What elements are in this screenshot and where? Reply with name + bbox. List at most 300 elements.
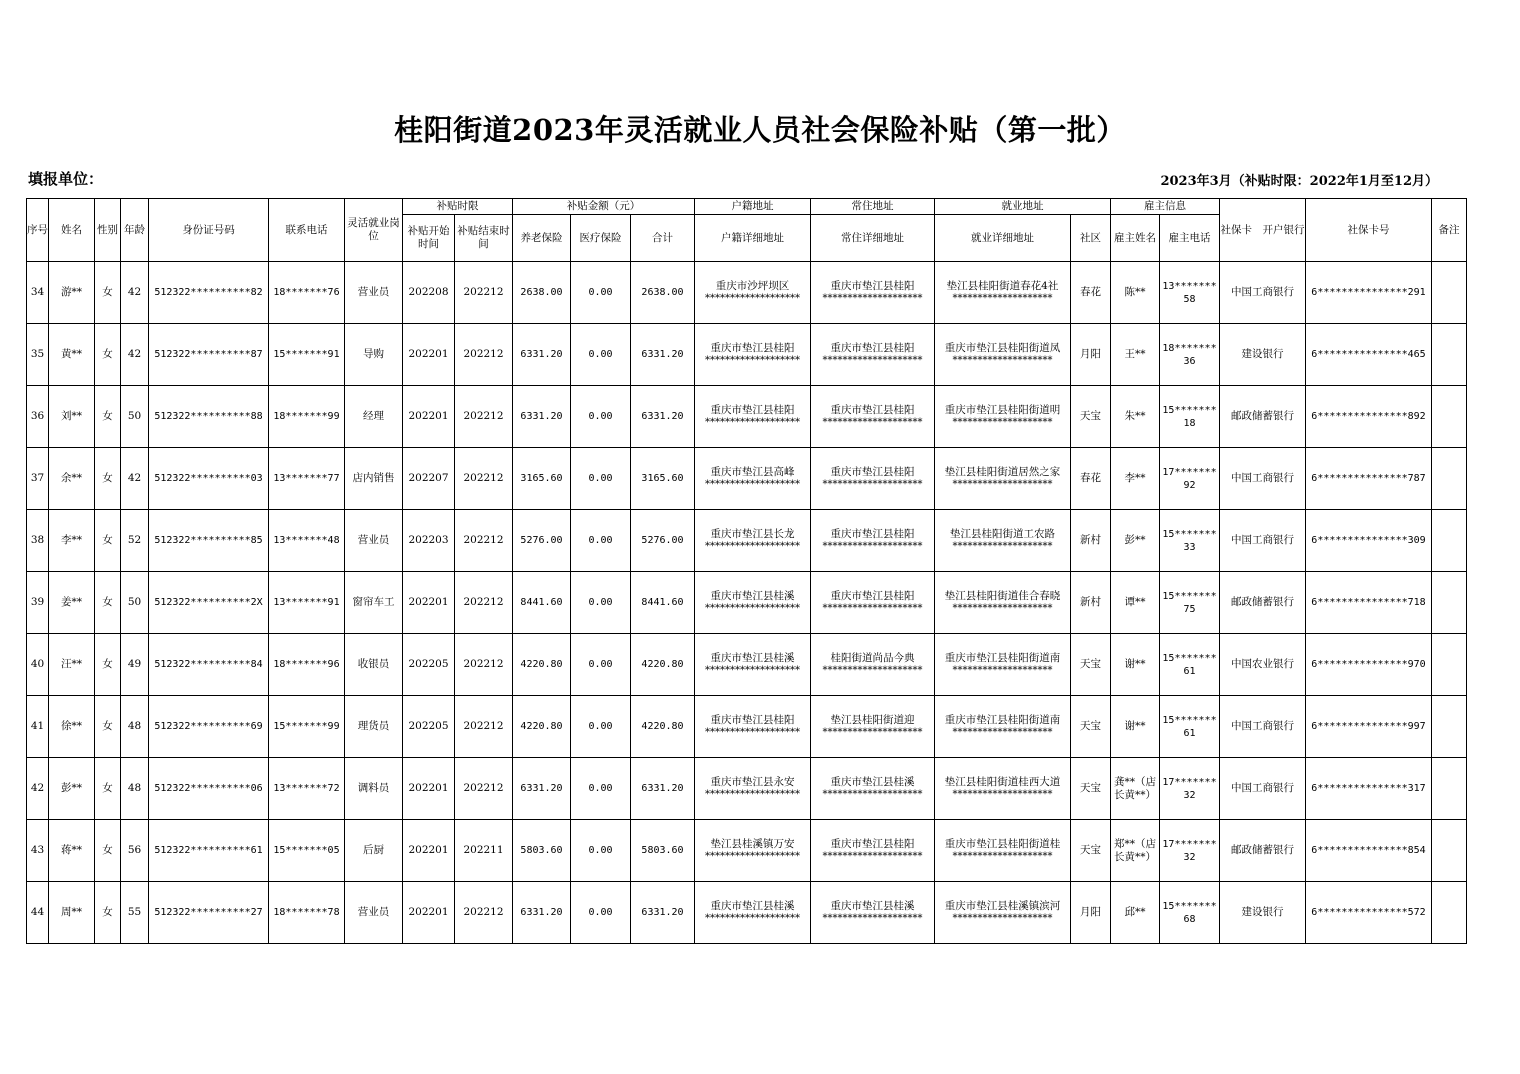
cell-residence-masked: ******************** bbox=[822, 293, 923, 304]
cell-residence bbox=[811, 882, 935, 944]
header-card: 社保卡号 bbox=[1306, 199, 1432, 262]
cell-start: 202205 bbox=[403, 634, 455, 696]
cell-work-masked: ******************** bbox=[952, 479, 1053, 490]
cell-work-text: 重庆市垫江县桂溪镇滨河 bbox=[944, 900, 1061, 912]
cell-bank: 中国工商银行 bbox=[1220, 262, 1306, 324]
date-note: 2023年3月（补贴时限：2022年1月至12月） bbox=[1160, 174, 1438, 189]
cell-community: 新村 bbox=[1071, 510, 1111, 572]
cell-pension: 6331.20 bbox=[513, 324, 571, 386]
cell-hukou bbox=[695, 510, 811, 572]
cell-hukou-text: 重庆市垫江县桂溪 bbox=[710, 590, 795, 602]
cell-hukou-masked: ******************* bbox=[705, 789, 800, 800]
cell-phone: 18*******76 bbox=[269, 262, 345, 324]
cell-employer-name: 邱** bbox=[1111, 882, 1160, 944]
cell-end: 202212 bbox=[455, 882, 513, 944]
cell-employer-name: 陈** bbox=[1111, 262, 1160, 324]
cell-phone: 13*******77 bbox=[269, 448, 345, 510]
cell-gender: 女 bbox=[95, 324, 121, 386]
cell-remark bbox=[1432, 696, 1467, 758]
cell-community: 春花 bbox=[1071, 262, 1111, 324]
cell-hukou-text: 重庆市垫江县桂溪 bbox=[710, 900, 795, 912]
cell-hukou-masked: ******************* bbox=[705, 479, 800, 490]
cell-gender: 女 bbox=[95, 510, 121, 572]
header-phone: 联系电话 bbox=[269, 199, 345, 262]
cell-start: 202201 bbox=[403, 758, 455, 820]
cell-seq: 35 bbox=[27, 324, 49, 386]
cell-pension: 4220.80 bbox=[513, 696, 571, 758]
cell-medical: 0.00 bbox=[571, 882, 631, 944]
cell-residence bbox=[811, 510, 935, 572]
cell-residence-text: 重庆市垫江县桂溪 bbox=[830, 776, 915, 788]
cell-end: 202212 bbox=[455, 448, 513, 510]
cell-medical: 0.00 bbox=[571, 758, 631, 820]
cell-residence-masked: ******************** bbox=[822, 541, 923, 552]
cell-start: 202203 bbox=[403, 510, 455, 572]
cell-employer-phone: 13*******58 bbox=[1160, 262, 1220, 324]
cell-id: 512322**********06 bbox=[149, 758, 269, 820]
cell-seq: 41 bbox=[27, 696, 49, 758]
cell-work-masked: ******************** bbox=[952, 603, 1053, 614]
cell-remark bbox=[1432, 634, 1467, 696]
cell-hukou-text: 重庆市垫江县桂阳 bbox=[710, 404, 795, 416]
cell-hukou-text: 重庆市垫江县高峰 bbox=[710, 466, 795, 478]
cell-end: 202212 bbox=[455, 324, 513, 386]
cell-work-masked: ******************** bbox=[952, 851, 1053, 862]
cell-gender: 女 bbox=[95, 758, 121, 820]
cell-name: 黄** bbox=[49, 324, 95, 386]
cell-employer-name: 谢** bbox=[1111, 634, 1160, 696]
cell-work bbox=[935, 262, 1071, 324]
cell-hukou bbox=[695, 758, 811, 820]
cell-phone: 18*******78 bbox=[269, 882, 345, 944]
cell-total: 6331.20 bbox=[631, 386, 695, 448]
cell-id: 512322**********03 bbox=[149, 448, 269, 510]
cell-residence bbox=[811, 448, 935, 510]
cell-card: 6***************718 bbox=[1306, 572, 1432, 634]
cell-pension: 2638.00 bbox=[513, 262, 571, 324]
cell-employer-phone: 15*******61 bbox=[1160, 634, 1220, 696]
cell-residence-text: 垫江县桂阳街道迎 bbox=[830, 714, 915, 726]
cell-age: 42 bbox=[121, 262, 149, 324]
cell-bank: 邮政储蓄银行 bbox=[1220, 820, 1306, 882]
header-seq: 序号 bbox=[27, 199, 49, 262]
cell-residence bbox=[811, 324, 935, 386]
cell-work bbox=[935, 324, 1071, 386]
cell-age: 49 bbox=[121, 634, 149, 696]
cell-total: 8441.60 bbox=[631, 572, 695, 634]
fill-unit-label: 填报单位： bbox=[28, 170, 104, 188]
cell-hukou bbox=[695, 572, 811, 634]
header-employer-phone: 雇主电话 bbox=[1160, 215, 1220, 262]
cell-id: 512322**********27 bbox=[149, 882, 269, 944]
header-amount: 补贴金额（元） bbox=[513, 199, 695, 215]
cell-name: 汪** bbox=[49, 634, 95, 696]
cell-id: 512322**********88 bbox=[149, 386, 269, 448]
cell-hukou-text: 垫江县桂溪镇万安 bbox=[710, 838, 795, 850]
cell-post: 店内销售 bbox=[345, 448, 403, 510]
cell-total: 3165.60 bbox=[631, 448, 695, 510]
header-remark: 备注 bbox=[1432, 199, 1467, 262]
cell-community: 天宝 bbox=[1071, 634, 1111, 696]
cell-medical: 0.00 bbox=[571, 510, 631, 572]
cell-work bbox=[935, 634, 1071, 696]
cell-total: 6331.20 bbox=[631, 758, 695, 820]
cell-employer-phone: 15*******75 bbox=[1160, 572, 1220, 634]
cell-age: 48 bbox=[121, 758, 149, 820]
cell-employer-phone: 15*******33 bbox=[1160, 510, 1220, 572]
cell-bank: 建设银行 bbox=[1220, 882, 1306, 944]
cell-residence-masked: ******************** bbox=[822, 727, 923, 738]
cell-start: 202201 bbox=[403, 386, 455, 448]
cell-id: 512322**********2X bbox=[149, 572, 269, 634]
cell-community: 天宝 bbox=[1071, 386, 1111, 448]
cell-work-masked: ******************** bbox=[952, 665, 1053, 676]
header-age: 年龄 bbox=[121, 199, 149, 262]
cell-seq: 37 bbox=[27, 448, 49, 510]
cell-id: 512322**********61 bbox=[149, 820, 269, 882]
cell-work-text: 垫江县桂阳街道居然之家 bbox=[944, 466, 1061, 478]
header-work-detail: 就业详细地址 bbox=[935, 215, 1071, 262]
cell-post: 营业员 bbox=[345, 510, 403, 572]
cell-id: 512322**********85 bbox=[149, 510, 269, 572]
cell-employer-name: 彭** bbox=[1111, 510, 1160, 572]
cell-name: 刘** bbox=[49, 386, 95, 448]
cell-bank: 邮政储蓄银行 bbox=[1220, 572, 1306, 634]
cell-residence-masked: ******************** bbox=[822, 417, 923, 428]
cell-medical: 0.00 bbox=[571, 324, 631, 386]
cell-work-text: 重庆市垫江县桂阳街道南 bbox=[944, 652, 1061, 664]
cell-pension: 4220.80 bbox=[513, 634, 571, 696]
cell-card: 6***************854 bbox=[1306, 820, 1432, 882]
cell-start: 202201 bbox=[403, 882, 455, 944]
cell-pension: 5803.60 bbox=[513, 820, 571, 882]
cell-hukou-masked: ******************* bbox=[705, 293, 800, 304]
header-total: 合计 bbox=[631, 215, 695, 262]
cell-employer-name: 谭** bbox=[1111, 572, 1160, 634]
cell-residence-text: 桂阳街道尚品今典 bbox=[830, 652, 915, 664]
cell-work-text: 重庆市垫江县桂阳街道凤 bbox=[944, 342, 1061, 354]
cell-gender: 女 bbox=[95, 386, 121, 448]
header-residence-detail: 常住详细地址 bbox=[811, 215, 935, 262]
cell-phone: 18*******99 bbox=[269, 386, 345, 448]
cell-employer-phone: 17*******92 bbox=[1160, 448, 1220, 510]
cell-bank: 中国工商银行 bbox=[1220, 758, 1306, 820]
cell-gender: 女 bbox=[95, 696, 121, 758]
cell-pension: 6331.20 bbox=[513, 882, 571, 944]
cell-seq: 34 bbox=[27, 262, 49, 324]
table-row bbox=[27, 696, 1467, 758]
cell-card: 6***************997 bbox=[1306, 696, 1432, 758]
cell-post: 窗帘车工 bbox=[345, 572, 403, 634]
cell-work-masked: ******************** bbox=[952, 913, 1053, 924]
cell-end: 202212 bbox=[455, 634, 513, 696]
cell-residence-masked: ******************** bbox=[822, 479, 923, 490]
cell-post: 导购 bbox=[345, 324, 403, 386]
cell-employer-name: 谢** bbox=[1111, 696, 1160, 758]
cell-name: 周** bbox=[49, 882, 95, 944]
cell-post: 收银员 bbox=[345, 634, 403, 696]
cell-id: 512322**********82 bbox=[149, 262, 269, 324]
header-pension: 养老保险 bbox=[513, 215, 571, 262]
cell-total: 6331.20 bbox=[631, 882, 695, 944]
cell-community: 月阳 bbox=[1071, 324, 1111, 386]
cell-hukou-masked: ******************* bbox=[705, 355, 800, 366]
cell-name: 姜** bbox=[49, 572, 95, 634]
cell-residence bbox=[811, 758, 935, 820]
cell-name: 李** bbox=[49, 510, 95, 572]
cell-bank: 中国农业银行 bbox=[1220, 634, 1306, 696]
header-post: 灵活就业岗位 bbox=[345, 199, 403, 262]
cell-work-masked: ******************** bbox=[952, 789, 1053, 800]
cell-gender: 女 bbox=[95, 572, 121, 634]
cell-remark bbox=[1432, 510, 1467, 572]
cell-hukou-text: 重庆市垫江县长龙 bbox=[710, 528, 795, 540]
cell-hukou-masked: ******************* bbox=[705, 665, 800, 676]
cell-remark bbox=[1432, 386, 1467, 448]
cell-medical: 0.00 bbox=[571, 820, 631, 882]
header-community: 社区 bbox=[1071, 215, 1111, 262]
cell-work bbox=[935, 820, 1071, 882]
cell-residence-masked: ******************** bbox=[822, 665, 923, 676]
cell-employer-name: 朱** bbox=[1111, 386, 1160, 448]
header-medical: 医疗保险 bbox=[571, 215, 631, 262]
cell-work bbox=[935, 882, 1071, 944]
cell-age: 55 bbox=[121, 882, 149, 944]
cell-residence bbox=[811, 820, 935, 882]
subsidy-table bbox=[26, 198, 1467, 944]
cell-pension: 6331.20 bbox=[513, 386, 571, 448]
cell-employer-name: 王** bbox=[1111, 324, 1160, 386]
cell-hukou bbox=[695, 882, 811, 944]
cell-hukou bbox=[695, 634, 811, 696]
cell-end: 202212 bbox=[455, 386, 513, 448]
cell-medical: 0.00 bbox=[571, 262, 631, 324]
cell-gender: 女 bbox=[95, 820, 121, 882]
cell-work-masked: ******************** bbox=[952, 727, 1053, 738]
cell-employer-name: 龚**（店长黄**） bbox=[1111, 758, 1160, 820]
cell-post: 调料员 bbox=[345, 758, 403, 820]
cell-work bbox=[935, 510, 1071, 572]
cell-hukou-masked: ******************* bbox=[705, 727, 800, 738]
cell-card: 6***************572 bbox=[1306, 882, 1432, 944]
table-row bbox=[27, 758, 1467, 820]
cell-work-text: 重庆市垫江县桂阳街道南 bbox=[944, 714, 1061, 726]
cell-phone: 18*******96 bbox=[269, 634, 345, 696]
cell-hukou bbox=[695, 448, 811, 510]
cell-medical: 0.00 bbox=[571, 696, 631, 758]
cell-residence-masked: ******************** bbox=[822, 851, 923, 862]
cell-hukou-masked: ******************* bbox=[705, 851, 800, 862]
header-name: 姓名 bbox=[49, 199, 95, 262]
cell-bank: 中国工商银行 bbox=[1220, 696, 1306, 758]
cell-seq: 38 bbox=[27, 510, 49, 572]
cell-hukou bbox=[695, 696, 811, 758]
cell-card: 6***************892 bbox=[1306, 386, 1432, 448]
table-row bbox=[27, 386, 1467, 448]
cell-hukou-text: 重庆市垫江县桂溪 bbox=[710, 652, 795, 664]
cell-seq: 39 bbox=[27, 572, 49, 634]
cell-start: 202207 bbox=[403, 448, 455, 510]
cell-total: 4220.80 bbox=[631, 696, 695, 758]
cell-seq: 40 bbox=[27, 634, 49, 696]
cell-pension: 5276.00 bbox=[513, 510, 571, 572]
cell-id: 512322**********69 bbox=[149, 696, 269, 758]
cell-work bbox=[935, 572, 1071, 634]
cell-employer-phone: 17*******32 bbox=[1160, 820, 1220, 882]
cell-age: 50 bbox=[121, 572, 149, 634]
cell-pension: 3165.60 bbox=[513, 448, 571, 510]
cell-remark bbox=[1432, 820, 1467, 882]
cell-start: 202205 bbox=[403, 696, 455, 758]
cell-work-masked: ******************** bbox=[952, 541, 1053, 552]
cell-card: 6***************787 bbox=[1306, 448, 1432, 510]
cell-card: 6***************970 bbox=[1306, 634, 1432, 696]
cell-seq: 43 bbox=[27, 820, 49, 882]
cell-start: 202201 bbox=[403, 820, 455, 882]
cell-residence-text: 重庆市垫江县桂阳 bbox=[830, 528, 915, 540]
header-end: 补贴结束时间 bbox=[455, 215, 513, 262]
cell-phone: 13*******48 bbox=[269, 510, 345, 572]
cell-residence-masked: ******************** bbox=[822, 789, 923, 800]
cell-hukou bbox=[695, 386, 811, 448]
cell-residence-text: 重庆市垫江县桂溪 bbox=[830, 900, 915, 912]
cell-age: 42 bbox=[121, 448, 149, 510]
table-row bbox=[27, 882, 1467, 944]
cell-gender: 女 bbox=[95, 262, 121, 324]
cell-work-masked: ******************** bbox=[952, 355, 1053, 366]
cell-end: 202212 bbox=[455, 510, 513, 572]
cell-work bbox=[935, 386, 1071, 448]
cell-end: 202212 bbox=[455, 262, 513, 324]
cell-post: 理货员 bbox=[345, 696, 403, 758]
cell-hukou bbox=[695, 324, 811, 386]
cell-gender: 女 bbox=[95, 882, 121, 944]
cell-work-masked: ******************** bbox=[952, 417, 1053, 428]
cell-age: 42 bbox=[121, 324, 149, 386]
cell-card: 6***************291 bbox=[1306, 262, 1432, 324]
cell-community: 天宝 bbox=[1071, 820, 1111, 882]
cell-phone: 15*******91 bbox=[269, 324, 345, 386]
cell-hukou-text: 重庆市垫江县桂阳 bbox=[710, 342, 795, 354]
cell-end: 202212 bbox=[455, 572, 513, 634]
cell-hukou-masked: ******************* bbox=[705, 913, 800, 924]
cell-hukou bbox=[695, 262, 811, 324]
cell-remark bbox=[1432, 882, 1467, 944]
cell-pension: 6331.20 bbox=[513, 758, 571, 820]
cell-remark bbox=[1432, 262, 1467, 324]
cell-work-text: 垫江县桂阳街道佳合春晓 bbox=[944, 590, 1061, 602]
cell-phone: 13*******91 bbox=[269, 572, 345, 634]
cell-name: 游** bbox=[49, 262, 95, 324]
cell-total: 4220.80 bbox=[631, 634, 695, 696]
table-row bbox=[27, 262, 1467, 324]
cell-residence-text: 重庆市垫江县桂阳 bbox=[830, 342, 915, 354]
cell-start: 202201 bbox=[403, 324, 455, 386]
cell-community: 月阳 bbox=[1071, 882, 1111, 944]
cell-residence-text: 重庆市垫江县桂阳 bbox=[830, 590, 915, 602]
cell-bank: 邮政储蓄银行 bbox=[1220, 386, 1306, 448]
cell-hukou-masked: ******************* bbox=[705, 541, 800, 552]
cell-phone: 15*******99 bbox=[269, 696, 345, 758]
cell-medical: 0.00 bbox=[571, 634, 631, 696]
header-gender: 性别 bbox=[95, 199, 121, 262]
cell-medical: 0.00 bbox=[571, 572, 631, 634]
cell-employer-phone: 17*******32 bbox=[1160, 758, 1220, 820]
cell-bank: 建设银行 bbox=[1220, 324, 1306, 386]
cell-residence-masked: ******************** bbox=[822, 913, 923, 924]
cell-remark bbox=[1432, 324, 1467, 386]
header-bank: 社保卡 开户银行 bbox=[1220, 199, 1306, 262]
cell-hukou-text: 重庆市沙坪坝区 bbox=[715, 280, 790, 292]
cell-seq: 42 bbox=[27, 758, 49, 820]
table-row bbox=[27, 820, 1467, 882]
cell-work-text: 垫江县桂阳街道春花4社 bbox=[946, 280, 1059, 292]
cell-residence-text: 重庆市垫江县桂阳 bbox=[830, 466, 915, 478]
cell-employer-phone: 15*******68 bbox=[1160, 882, 1220, 944]
table-row bbox=[27, 634, 1467, 696]
table-row bbox=[27, 448, 1467, 510]
cell-hukou-text: 重庆市垫江县永安 bbox=[710, 776, 795, 788]
cell-card: 6***************317 bbox=[1306, 758, 1432, 820]
cell-work-text: 重庆市垫江县桂阳街道明 bbox=[944, 404, 1061, 416]
table-row bbox=[27, 324, 1467, 386]
cell-start: 202208 bbox=[403, 262, 455, 324]
header-hukou: 户籍地址 bbox=[695, 199, 811, 215]
cell-phone: 15*******05 bbox=[269, 820, 345, 882]
cell-card: 6***************465 bbox=[1306, 324, 1432, 386]
cell-employer-phone: 18*******36 bbox=[1160, 324, 1220, 386]
header-period: 补贴时限 bbox=[403, 199, 513, 215]
cell-work bbox=[935, 448, 1071, 510]
cell-age: 48 bbox=[121, 696, 149, 758]
cell-medical: 0.00 bbox=[571, 386, 631, 448]
cell-id: 512322**********84 bbox=[149, 634, 269, 696]
cell-residence bbox=[811, 386, 935, 448]
cell-seq: 44 bbox=[27, 882, 49, 944]
cell-community: 天宝 bbox=[1071, 696, 1111, 758]
cell-gender: 女 bbox=[95, 448, 121, 510]
cell-employer-phone: 15*******61 bbox=[1160, 696, 1220, 758]
cell-hukou bbox=[695, 820, 811, 882]
cell-hukou-masked: ******************* bbox=[705, 603, 800, 614]
cell-remark bbox=[1432, 572, 1467, 634]
cell-age: 50 bbox=[121, 386, 149, 448]
cell-residence-text: 重庆市垫江县桂阳 bbox=[830, 404, 915, 416]
cell-remark bbox=[1432, 448, 1467, 510]
cell-name: 彭** bbox=[49, 758, 95, 820]
page-title: 桂阳街道2023年灵活就业人员社会保险补贴（第一批） bbox=[394, 113, 1126, 147]
cell-start: 202201 bbox=[403, 572, 455, 634]
table-row bbox=[27, 572, 1467, 634]
cell-post: 后厨 bbox=[345, 820, 403, 882]
cell-pension: 8441.60 bbox=[513, 572, 571, 634]
cell-employer-name: 郑**（店长黄**） bbox=[1111, 820, 1160, 882]
cell-residence-masked: ******************** bbox=[822, 603, 923, 614]
header-employer-name: 雇主姓名 bbox=[1111, 215, 1160, 262]
cell-medical: 0.00 bbox=[571, 448, 631, 510]
cell-community: 天宝 bbox=[1071, 758, 1111, 820]
table-row bbox=[27, 510, 1467, 572]
cell-age: 52 bbox=[121, 510, 149, 572]
cell-community: 新村 bbox=[1071, 572, 1111, 634]
cell-residence bbox=[811, 634, 935, 696]
header-start: 补贴开始时间 bbox=[403, 215, 455, 262]
cell-remark bbox=[1432, 758, 1467, 820]
cell-residence bbox=[811, 262, 935, 324]
cell-residence bbox=[811, 572, 935, 634]
cell-name: 蒋** bbox=[49, 820, 95, 882]
cell-work-text: 垫江县桂阳街道桂西大道 bbox=[944, 776, 1061, 788]
